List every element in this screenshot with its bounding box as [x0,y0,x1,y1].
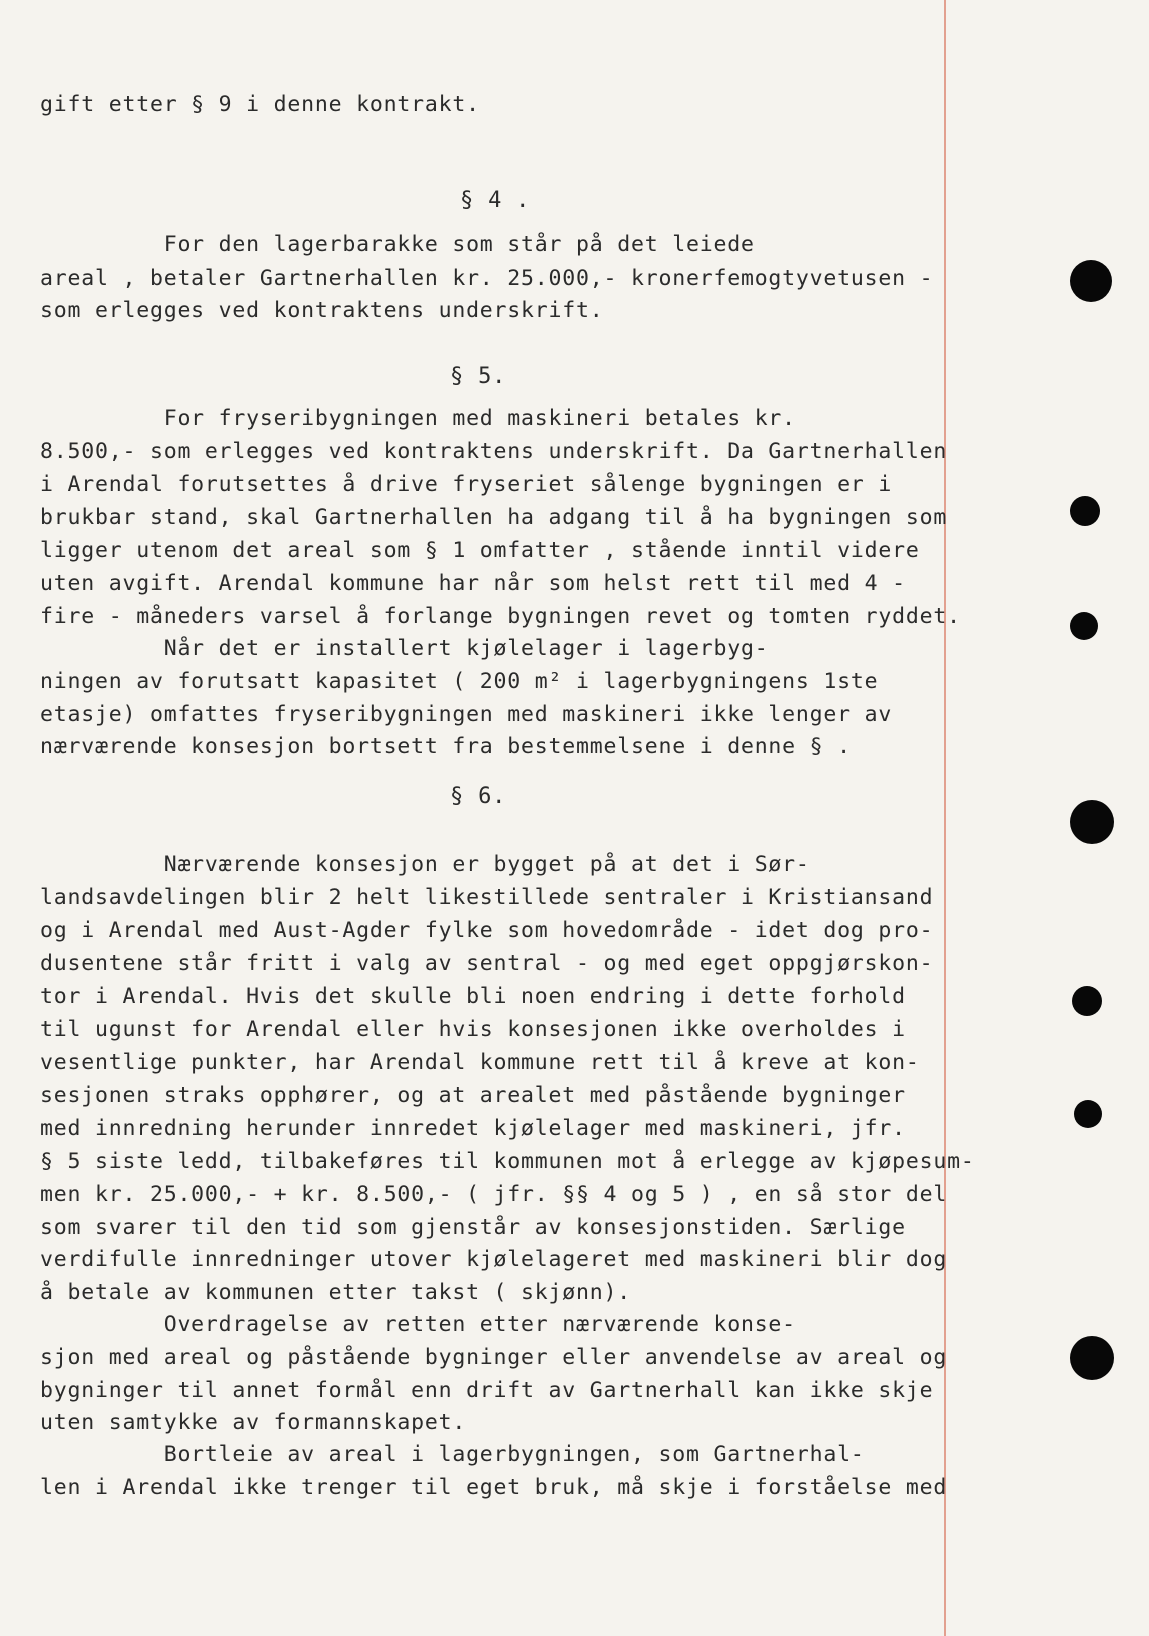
text-line: len i Arendal ikke trenger til eget bruk, må skje i forståelse med [40,1475,948,1500]
text-line: landsavdelingen blir 2 helt likestillede sentraler i Kristiansand [40,885,934,910]
text-line: til ugunst for Arendal eller hvis konsesjonen ikke overholdes i [40,1017,906,1042]
text-line: bygninger til annet formål enn drift av Gartnerhall kan ikke skje [40,1378,934,1403]
punch-hole [1070,1336,1114,1380]
punch-hole [1070,612,1098,640]
text-line: å betale av kommunen etter takst ( skjønn). [40,1280,631,1305]
text-line: dusentene står fritt i valg av sentral - og med eget oppgjørskon- [40,951,934,976]
text-line: Når det er installert kjølelager i lagerbyg- [40,636,769,661]
punch-hole [1070,800,1114,844]
text-line: gift etter § 9 i denne kontrakt. [40,92,480,117]
text-line: 8.500,- som erlegges ved kontraktens underskrift. Da Gartnerhallen [40,439,948,464]
punch-hole [1070,260,1112,302]
text-line: og i Arendal med Aust-Agder fylke som hovedområde - idet dog pro- [40,918,934,943]
text-line: Nærværende konsesjon er bygget på at det i Sør- [40,852,810,877]
text-line: ligger utenom det areal som § 1 omfatter , stående inntil videre [40,538,920,563]
text-line: som svarer til den tid som gjenstår av konsesjonstiden. Særlige [40,1215,906,1240]
text-line: vesentlige punkter, har Arendal kommune rett til å kreve at kon- [40,1050,920,1075]
text-line: tor i Arendal. Hvis det skulle bli noen endring i dette forhold [40,984,906,1009]
text-line: Bortleie av areal i lagerbygningen, som Gartnerhal- [40,1442,865,1467]
text-line: i Arendal forutsettes å drive fryseriet sålenge bygningen er i [40,472,893,497]
punch-hole [1072,986,1102,1016]
text-line: brukbar stand, skal Gartnerhallen ha adgang til å ha bygningen som [40,505,948,530]
text-line: fire - måneders varsel å forlange bygningen revet og tomten ryddet. [40,604,961,629]
text-line: nærværende konsesjon bortsett fra bestemmelsene i denne § . [40,734,851,759]
text-line: For den lagerbarakke som står på det leiede [40,232,755,257]
text-line: som erlegges ved kontraktens underskrift. [40,298,604,323]
text-line: etasje) omfattes fryseribygningen med maskineri ikke lenger av [40,702,893,727]
punch-hole [1070,496,1100,526]
text-line: uten samtykke av formannskapet. [40,1410,467,1435]
section-heading: § 6. [450,784,507,809]
text-line: sesjonen straks opphører, og at arealet med påstående bygninger [40,1083,906,1108]
punch-hole [1074,1100,1102,1128]
text-line: areal , betaler Gartnerhallen kr. 25.000,- kronerfemogtyvetusen - [40,266,934,291]
text-line: men kr. 25.000,- + kr. 8.500,- ( jfr. §§ 4 og 5 ) , en så stor del [40,1182,948,1207]
margin-rule [944,0,946,1636]
text-line: ningen av forutsatt kapasitet ( 200 m² i lagerbygningens 1ste [40,669,879,694]
text-line: uten avgift. Arendal kommune har når som helst rett til med 4 - [40,571,906,596]
text-line: § 5 siste ledd, tilbakeføres til kommunen mot å erlegge av kjøpesum- [40,1149,975,1174]
text-line: med innredning herunder innredet kjølelager med maskineri, jfr. [40,1116,906,1141]
text-line: verdifulle innredninger utover kjølelageret med maskineri blir dog [40,1247,948,1272]
text-line: Overdragelse av retten etter nærværende konse- [40,1312,796,1337]
section-heading: § 4 . [460,188,531,213]
text-line: For fryseribygningen med maskineri betales kr. [40,406,796,431]
text-line: sjon med areal og påstående bygninger eller anvendelse av areal og [40,1345,948,1370]
section-heading: § 5. [450,364,507,389]
